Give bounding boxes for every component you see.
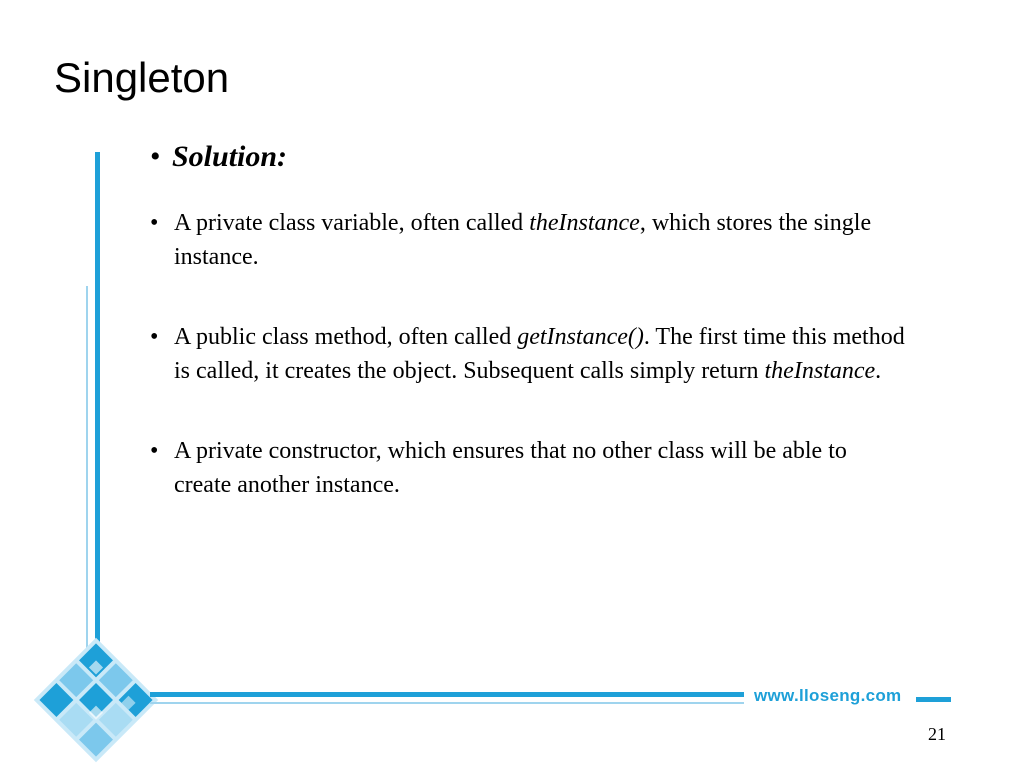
bullet-text-part: . <box>875 358 882 384</box>
bullet-text-part: , which stores the single instance. <box>174 210 872 270</box>
bullet-text: A private constructor, which ensures that no other class will be able to create another instance. <box>174 438 847 498</box>
vertical-rule <box>95 152 100 672</box>
bullet-glyph: • <box>150 324 159 350</box>
slide-title: Singleton <box>54 54 230 101</box>
slide-content <box>150 138 910 548</box>
footer-url: www.lloseng.com <box>754 686 902 705</box>
page-number: 21 <box>928 724 946 744</box>
bullet-glyph: • <box>150 210 159 236</box>
bullet-public-method <box>150 320 910 388</box>
bullet-text-part: A public class method, often called <box>174 324 518 350</box>
bullet-text <box>174 320 910 388</box>
bullet-text-emphasis: getInstance() <box>517 324 644 350</box>
vertical-rule-thin <box>86 286 88 651</box>
bullet-text-emphasis: theInstance <box>764 358 876 384</box>
lloseng-logo-icon <box>30 634 162 766</box>
bullet-glyph: • <box>150 140 161 173</box>
bullet-text-part: A private class variable, often called <box>174 210 530 236</box>
bullet-private-constructor <box>150 434 910 502</box>
bullet-glyph: • <box>150 438 159 464</box>
solution-heading <box>150 138 910 176</box>
bullet-private-variable <box>150 206 910 274</box>
footer-rule <box>150 692 744 697</box>
footer-rule-thin <box>150 702 744 704</box>
solution-heading-text: Solution: <box>172 140 288 173</box>
bullet-text-emphasis: theInstance <box>529 210 640 236</box>
bullet-text-part: . The first time this method is called, it creates the object. Subsequent calls simply return <box>174 324 905 384</box>
bullet-text <box>174 206 910 274</box>
footer-rule-right <box>916 697 951 702</box>
